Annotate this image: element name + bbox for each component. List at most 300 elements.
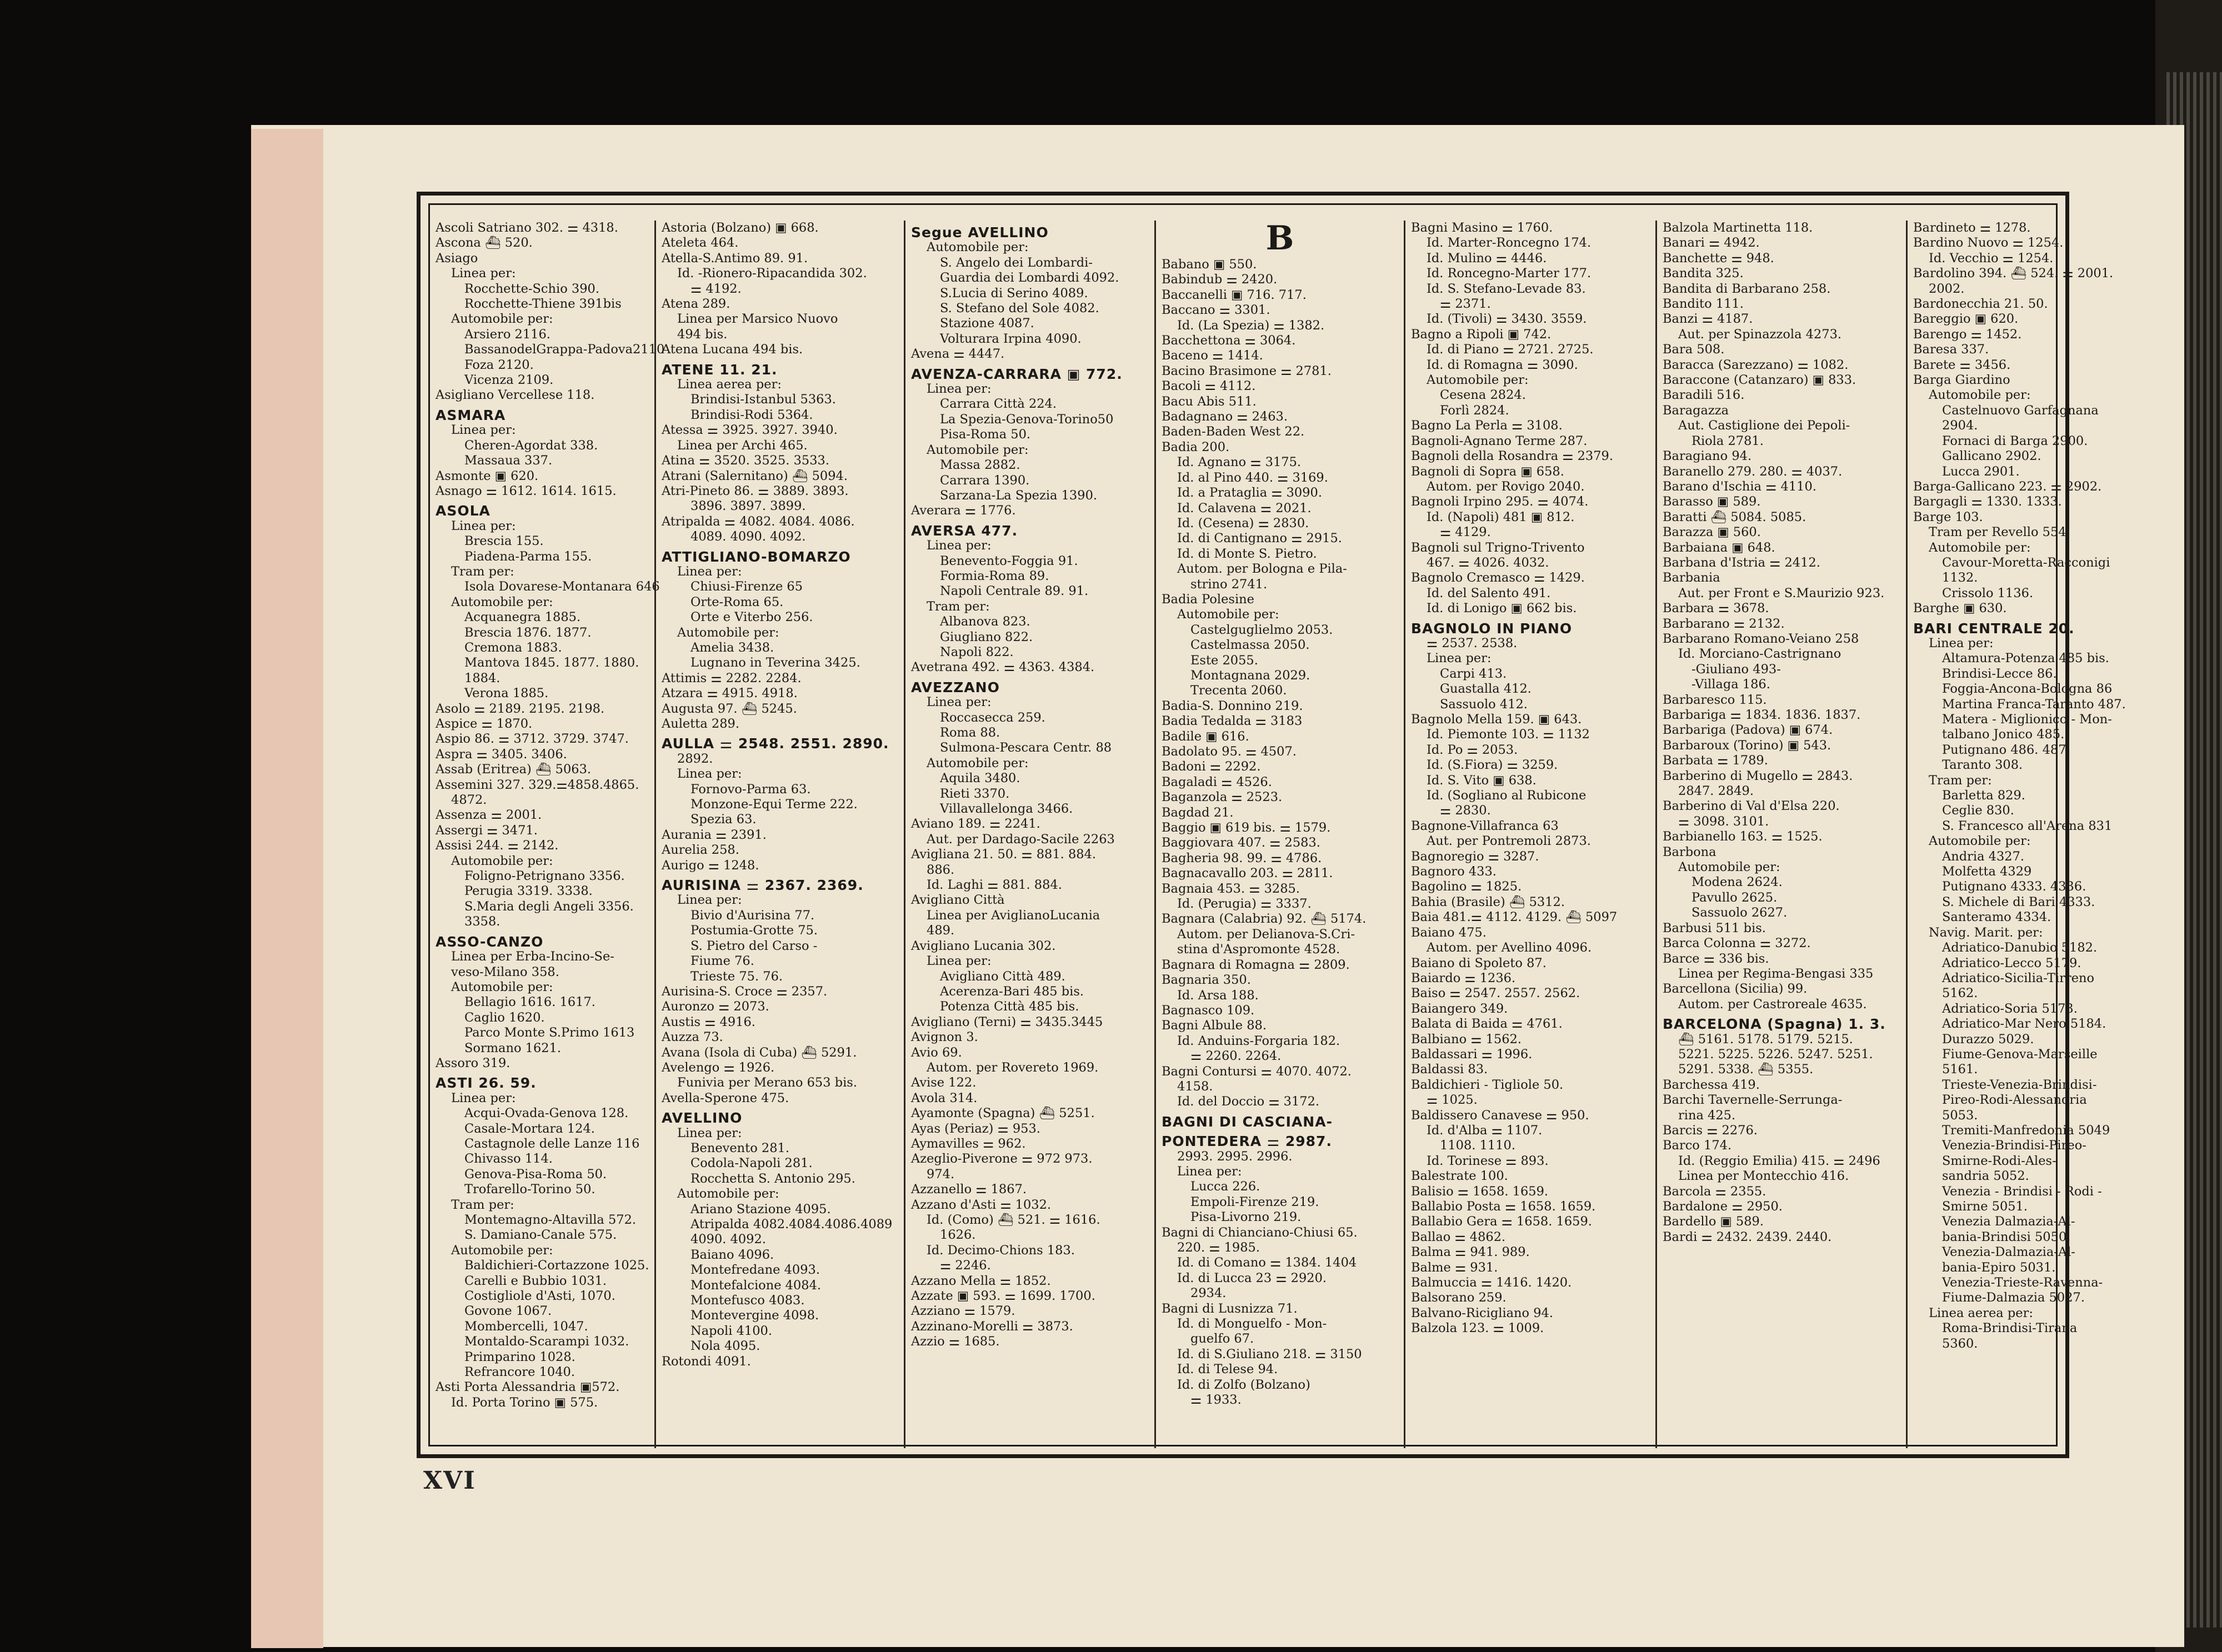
index-entry: Ceglie 830. bbox=[1942, 803, 2014, 818]
index-entry: 3896. 3897. 3899. bbox=[690, 499, 806, 514]
index-entry: Carelli e Bubbio 1031. bbox=[464, 1273, 607, 1288]
index-entry: Avola 314. bbox=[911, 1090, 978, 1105]
index-entry: strino 2741. bbox=[1190, 577, 1268, 592]
index-entry: Costigliole d'Asti, 1070. bbox=[464, 1289, 615, 1304]
index-entry: Verona 1885. bbox=[464, 686, 549, 701]
index-heading: BARI CENTRALE 20. bbox=[1913, 620, 2075, 637]
index-entry: 2847. 2849. bbox=[1678, 784, 1754, 799]
index-entry: Badia Tedalda ⚌ 3183 bbox=[1162, 714, 1303, 729]
index-heading: ASMARA bbox=[436, 407, 506, 423]
index-entry: Brescia 155. bbox=[464, 534, 544, 549]
index-column-6 bbox=[1655, 221, 1906, 1448]
index-entry: Id. (Tivoli) ⚌ 3430. 3559. bbox=[1427, 312, 1587, 327]
index-entry: Atina ⚌ 3520. 3525. 3533. bbox=[662, 453, 830, 468]
index-entry: Badia Polesine bbox=[1162, 592, 1254, 607]
index-entry: Id. (Sogliano al Rubicone bbox=[1427, 788, 1587, 803]
index-entry: Aut. Castiglione dei Pepoli- bbox=[1678, 418, 1850, 433]
index-entry: Averara ⚌ 1776. bbox=[911, 503, 1016, 518]
index-entry: S.Maria degli Angeli 3356. bbox=[464, 899, 634, 914]
index-entry: Avise 122. bbox=[911, 1075, 977, 1090]
index-entry: Ballabio Gera ⚌ 1658. 1659. bbox=[1411, 1214, 1592, 1229]
index-entry: Linea per: bbox=[677, 767, 742, 782]
index-entry: Barge 103. bbox=[1913, 509, 1983, 524]
index-entry: stina d'Aspromonte 4528. bbox=[1177, 942, 1340, 957]
index-entry: Pisa-Livorno 219. bbox=[1190, 1210, 1302, 1225]
index-entry: sandria 5052. bbox=[1942, 1169, 2029, 1184]
index-entry: Ayamonte (Spagna) ⛴ 5251. bbox=[911, 1106, 1095, 1121]
section-letter: B bbox=[1265, 219, 1294, 258]
index-entry: Ascona ⛴ 520. bbox=[436, 236, 533, 251]
index-entry: Baresa 337. bbox=[1913, 342, 1989, 357]
index-entry: 220. ⚌ 1985. bbox=[1177, 1240, 1260, 1255]
index-heading: AULLA ⚌ 2548. 2551. 2890. bbox=[662, 735, 889, 752]
index-entry: Id. (Napoli) 481 ▣ 812. bbox=[1427, 509, 1575, 524]
index-entry: Id. d'Alba ⚌ 1107. bbox=[1427, 1123, 1543, 1138]
index-entry: Barbaiana ▣ 648. bbox=[1663, 540, 1775, 555]
index-entry: Bagno La Perla ⚌ 3108. bbox=[1411, 418, 1563, 433]
index-entry: Villavallelonga 3466. bbox=[940, 802, 1073, 817]
index-entry: Automobile per: bbox=[451, 979, 553, 994]
index-entry: Spezia 63. bbox=[690, 812, 757, 827]
index-entry: 2904. bbox=[1942, 418, 1978, 433]
index-entry: Atri-Pineto 86. ⚌ 3889. 3893. bbox=[662, 483, 849, 498]
index-entry: Bagnoregio ⚌ 3287. bbox=[1411, 849, 1539, 864]
index-entry: Bagnasco 109. bbox=[1162, 1003, 1255, 1018]
index-entry: Benevento 281. bbox=[690, 1140, 790, 1155]
index-entry: Avigliana 21. 50. ⚌ 881. 884. bbox=[911, 847, 1097, 862]
index-heading: AVELLINO bbox=[662, 1110, 743, 1127]
index-entry: Barbariga (Padova) ▣ 674. bbox=[1663, 723, 1833, 738]
index-entry: Lucca 2901. bbox=[1942, 464, 2020, 479]
index-entry: Avigliano Lucania 302. bbox=[911, 938, 1056, 953]
index-entry: Baldassi 83. bbox=[1411, 1062, 1488, 1077]
index-entry: bania-Epiro 5031. bbox=[1942, 1260, 2056, 1275]
index-entry: Barca Colonna ⚌ 3272. bbox=[1663, 936, 1811, 951]
index-entry: Linea per: bbox=[677, 564, 742, 579]
index-entry: Bagnone-Villafranca 63 bbox=[1411, 818, 1559, 833]
index-entry: Asiago bbox=[436, 251, 478, 266]
index-entry: Bardi ⚌ 2432. 2439. 2440. bbox=[1663, 1229, 1832, 1244]
index-entry: Molfetta 4329 bbox=[1942, 864, 2032, 879]
index-entry: Id. di S.Giuliano 218. ⚌ 3150 bbox=[1177, 1346, 1362, 1361]
index-entry: 1626. bbox=[940, 1228, 976, 1243]
index-entry: Putignano 4333. 4336. bbox=[1942, 879, 2086, 894]
index-entry: Automobile per: bbox=[677, 1187, 779, 1202]
index-entry: 489. bbox=[927, 923, 955, 938]
index-entry: Venezia-Dalmazia-Al- bbox=[1942, 1245, 2075, 1260]
index-entry: Avelengo ⚌ 1926. bbox=[662, 1060, 775, 1075]
index-entry: Automobile per: bbox=[927, 442, 1029, 457]
index-entry: Sassuolo 2627. bbox=[1691, 905, 1788, 920]
index-entry: Banzi ⚌ 4187. bbox=[1663, 312, 1753, 327]
index-entry: ⚌ 2371. bbox=[1440, 297, 1491, 312]
index-column-4 bbox=[1154, 221, 1404, 1448]
index-entry: Baiangero 349. bbox=[1411, 1001, 1508, 1016]
index-entry: Assergi ⚌ 3471. bbox=[436, 823, 538, 838]
index-entry: Barletta 829. bbox=[1942, 788, 2025, 803]
index-entry: Martina Franca-Taranto 487. bbox=[1942, 697, 2126, 712]
index-entry: Id. di Lucca 23 ⚌ 2920. bbox=[1177, 1270, 1327, 1285]
index-entry: Baggiovara 407. ⚌ 2583. bbox=[1162, 835, 1320, 850]
index-entry: -Giuliano 493- bbox=[1691, 662, 1781, 677]
index-heading: ASSO-CANZO bbox=[436, 933, 544, 950]
index-heading: BAGNOLO IN PIANO bbox=[1411, 620, 1573, 637]
index-entry: Linea aerea per: bbox=[677, 377, 782, 392]
index-entry: Amelia 3438. bbox=[690, 640, 774, 655]
index-entry: Id. di Lonigo ▣ 662 bis. bbox=[1427, 601, 1577, 616]
index-entry: Durazzo 5029. bbox=[1942, 1032, 2034, 1047]
index-heading: BARCELONA (Spagna) 1. 3. bbox=[1663, 1016, 1886, 1033]
index-entry: Bagnoli di Sopra ▣ 658. bbox=[1411, 464, 1564, 479]
index-entry: Guardia dei Lombardi 4092. bbox=[940, 271, 1119, 286]
index-entry: Foligno-Petrignano 3356. bbox=[464, 869, 625, 884]
index-entry: Id. Arsa 188. bbox=[1177, 988, 1259, 1003]
index-entry: Aut. per Dardago-Sacile 2263 bbox=[927, 832, 1115, 847]
index-entry: Automobile per: bbox=[927, 755, 1029, 770]
index-entry: S. Stefano del Sole 4082. bbox=[940, 301, 1099, 316]
index-entry: 2934. bbox=[1190, 1286, 1227, 1301]
index-entry: Acquanegra 1885. bbox=[464, 610, 581, 625]
index-entry: Barga-Gallicano 223. ⚌ 2902. bbox=[1913, 479, 2102, 494]
index-entry: Id. Marter-Roncegno 174. bbox=[1427, 236, 1592, 251]
index-entry: Barasso ▣ 589. bbox=[1663, 494, 1761, 509]
index-entry: Balbiano ⚌ 1562. bbox=[1411, 1032, 1522, 1047]
index-entry: Id. di Cantignano ⚌ 2915. bbox=[1177, 531, 1342, 546]
index-entry: Baccanelli ▣ 716. 717. bbox=[1162, 287, 1307, 302]
index-entry: Aurisina-S. Croce ⚌ 2357. bbox=[662, 984, 828, 999]
index-entry: ⛴ 5161. 5178. 5179. 5215. bbox=[1678, 1032, 1853, 1047]
index-entry: Astoria (Bolzano) ▣ 668. bbox=[662, 221, 819, 235]
index-entry: 1132. bbox=[1942, 570, 1978, 585]
index-entry: Baiano 4096. bbox=[690, 1247, 774, 1262]
index-entry: Montefredane 4093. bbox=[690, 1263, 820, 1278]
index-entry: guelfo 67. bbox=[1190, 1331, 1254, 1346]
index-entry: Barbana d'Istria ⚌ 2412. bbox=[1663, 555, 1820, 570]
index-entry: Asti Porta Alessandria ▣572. bbox=[436, 1380, 620, 1395]
index-entry: Montagnana 2029. bbox=[1190, 668, 1310, 683]
index-entry: Lucca 226. bbox=[1190, 1179, 1260, 1194]
index-entry: Barbianello 163. ⚌ 1525. bbox=[1663, 829, 1823, 844]
index-entry: Id. del Doccio ⚌ 3172. bbox=[1177, 1094, 1320, 1109]
index-entry: Avigliano (Terni) ⚌ 3435.3445 bbox=[911, 1014, 1103, 1029]
index-entry: Albanova 823. bbox=[940, 614, 1030, 629]
index-entry: Mantova 1845. 1877. 1880. bbox=[464, 655, 639, 670]
index-entry: Aymavilles ⚌ 962. bbox=[911, 1136, 1026, 1151]
index-entry: Benevento-Foggia 91. bbox=[940, 553, 1078, 568]
index-entry: 5291. 5338. ⛴ 5355. bbox=[1678, 1062, 1814, 1077]
index-entry: Barcellona (Sicilia) 99. bbox=[1663, 982, 1808, 997]
index-entry: Rocchette-Thiene 391bis bbox=[464, 297, 622, 312]
index-entry: Cheren-Agordat 338. bbox=[464, 438, 598, 453]
index-entry: Linea per Regima-Bengasi 335 bbox=[1678, 966, 1874, 981]
index-entry: Id. (La Spezia) ⚌ 1382. bbox=[1177, 318, 1325, 333]
index-entry: Pisa-Roma 50. bbox=[940, 427, 1031, 442]
index-entry: Barga Giardino bbox=[1913, 373, 2010, 388]
index-entry: Ballao ⚌ 4862. bbox=[1411, 1229, 1506, 1244]
index-entry: Babindub ⚌ 2420. bbox=[1162, 272, 1278, 287]
index-entry: Tram per: bbox=[451, 564, 514, 579]
index-entry: Roma-Brindisi-Tirana bbox=[1942, 1321, 2078, 1336]
page-number: XVI bbox=[423, 1466, 476, 1495]
index-entry: Bagnolo Mella 159. ▣ 643. bbox=[1411, 712, 1582, 727]
index-entry: Orte-Roma 65. bbox=[690, 594, 784, 609]
index-entry: Ariano Stazione 4095. bbox=[690, 1202, 831, 1217]
index-entry: Riola 2781. bbox=[1691, 433, 1764, 448]
index-entry: Venezia-Trieste-Ravenna- bbox=[1942, 1275, 2103, 1290]
index-entry: Fornovo-Parma 63. bbox=[690, 782, 811, 797]
index-entry: Automobile per: bbox=[1929, 388, 2031, 403]
index-entry: Id. al Pino 440. ⚌ 3169. bbox=[1177, 470, 1328, 485]
index-entry: Aurelia 258. bbox=[662, 843, 739, 858]
index-entry: Barberino di Mugello ⚌ 2843. bbox=[1663, 768, 1853, 783]
index-entry: Bagnoli della Rosandra ⚌ 2379. bbox=[1411, 449, 1614, 464]
index-entry: Babano ▣ 550. bbox=[1162, 257, 1257, 272]
index-column-7 bbox=[1906, 221, 2126, 1448]
index-entry: Codola-Napoli 281. bbox=[690, 1156, 813, 1171]
index-entry: Trieste 75. 76. bbox=[690, 969, 783, 984]
index-entry: Linea per: bbox=[451, 1090, 516, 1105]
index-entry: Adriatico-Danubio 5182. bbox=[1942, 940, 2098, 955]
index-entry: Barce ⚌ 336 bis. bbox=[1663, 951, 1769, 966]
index-entry: Id. di Monguelfo - Mon- bbox=[1177, 1316, 1327, 1331]
index-entry: Linea per: bbox=[927, 538, 992, 553]
index-entry: Avana (Isola di Cuba) ⛴ 5291. bbox=[662, 1045, 857, 1060]
index-entry: Bardino Nuovo ⚌ 1254. bbox=[1913, 236, 2064, 251]
index-entry: Id. di Zolfo (Bolzano) bbox=[1177, 1377, 1310, 1392]
index-entry: Montefalcione 4084. bbox=[690, 1278, 822, 1293]
index-entry: Isola Dovarese-Montanara 646 bbox=[464, 579, 660, 594]
index-entry: Azziano ⚌ 1579. bbox=[911, 1304, 1015, 1319]
index-entry: Rocchetta S. Antonio 295. bbox=[690, 1171, 855, 1186]
index-entry: Assoro 319. bbox=[436, 1055, 511, 1070]
index-heading: ASOLA bbox=[436, 503, 491, 519]
index-entry: BassanodelGrappa-Padova2110 bbox=[464, 342, 665, 357]
index-entry: Este 2055. bbox=[1190, 653, 1258, 668]
index-entry: Bagnolo Cremasco ⚌ 1429. bbox=[1411, 570, 1585, 585]
index-entry: Automobile per: bbox=[451, 1243, 553, 1258]
index-entry: Id. Vecchio ⚌ 1254. bbox=[1929, 251, 2054, 266]
index-entry: Carrara Città 224. bbox=[940, 397, 1057, 412]
index-entry: Linea per Marsico Nuovo bbox=[677, 312, 838, 327]
index-entry: Id. Mulino ⚌ 4446. bbox=[1427, 251, 1547, 266]
index-entry: Barete ⚌ 3456. bbox=[1913, 357, 2011, 372]
index-entry: Formia-Roma 89. bbox=[940, 568, 1049, 583]
index-entry: Id. Porta Torino ▣ 575. bbox=[451, 1395, 598, 1410]
index-entry: 4090. 4092. bbox=[690, 1232, 766, 1247]
index-entry: Bagni Contursi ⚌ 4070. 4072. bbox=[1162, 1064, 1352, 1079]
index-entry: Tram per: bbox=[927, 599, 990, 614]
index-entry: Roma 88. bbox=[940, 725, 1000, 740]
index-entry: Barazza ▣ 560. bbox=[1663, 525, 1761, 540]
index-entry: Carpi 413. bbox=[1440, 666, 1507, 681]
index-entry: Barbania bbox=[1663, 570, 1720, 585]
index-entry: Balme ⚌ 931. bbox=[1411, 1260, 1498, 1275]
index-entry: Id. (S.Fiora) ⚌ 3259. bbox=[1427, 758, 1558, 773]
index-entry: veso-Milano 358. bbox=[451, 964, 559, 979]
index-entry: Massaua 337. bbox=[464, 453, 553, 468]
index-entry: Orte e Viterbo 256. bbox=[690, 610, 813, 625]
index-heading: BAGNI DI CASCIANA- bbox=[1162, 1113, 1333, 1130]
index-entry: Auronzo ⚌ 2073. bbox=[662, 999, 769, 1014]
index-entry: Baiano di Spoleto 87. bbox=[1411, 955, 1547, 970]
index-entry: ⚌ 2830. bbox=[1440, 803, 1491, 818]
index-entry: Id. di Piano ⚌ 2721. 2725. bbox=[1427, 342, 1594, 357]
index-entry: Barco 174. bbox=[1663, 1138, 1732, 1153]
index-entry: Tram per Revello 554. bbox=[1929, 525, 2070, 540]
index-entry: Bagnoli sul Trigno-Trivento bbox=[1411, 540, 1585, 555]
index-entry: Linea per AviglianoLucania bbox=[927, 908, 1100, 923]
index-entry: Ayas (Periaz) ⚌ 953. bbox=[911, 1121, 1040, 1136]
index-entry: Foza 2120. bbox=[464, 357, 534, 372]
index-entry: Roccasecca 259. bbox=[940, 710, 1045, 725]
index-entry: Volturara Irpina 4090. bbox=[940, 331, 1082, 346]
index-entry: Venezia Dalmazia-Al- bbox=[1942, 1214, 2075, 1229]
index-entry: Baggio ▣ 619 bis. ⚌ 1579. bbox=[1162, 820, 1331, 835]
index-entry: Nola 4095. bbox=[690, 1339, 760, 1354]
index-entry: Bandita di Barbarano 258. bbox=[1663, 281, 1831, 296]
index-entry: S. Michele di Bari 4333. bbox=[1942, 894, 2095, 909]
index-entry: Barberino di Val d'Elsa 220. bbox=[1663, 799, 1840, 814]
index-entry: Bagdad 21. bbox=[1162, 805, 1234, 820]
index-entry: 2892. bbox=[677, 751, 713, 766]
index-entry: Azeglio-Piverone ⚌ 972 973. bbox=[911, 1152, 1093, 1167]
index-entry: 5053. bbox=[1942, 1108, 1978, 1123]
index-entry: Foggia-Ancona-Bologna 86 bbox=[1942, 682, 2113, 697]
index-entry: Mombercelli, 1047. bbox=[464, 1319, 588, 1334]
index-entry: Id. S. Stefano-Levade 83. bbox=[1427, 281, 1586, 296]
index-entry: Baldassari ⚌ 1996. bbox=[1411, 1047, 1533, 1062]
index-entry: Automobile per: bbox=[451, 594, 553, 609]
index-entry: Automobile per: bbox=[1929, 834, 2031, 849]
index-entry: Potenza Città 485 bis. bbox=[940, 999, 1079, 1014]
index-entry: Bagnoro 433. bbox=[1411, 864, 1497, 879]
index-entry: Linea per: bbox=[677, 1125, 742, 1140]
index-entry: Bardineto ⚌ 1278. bbox=[1913, 221, 2031, 235]
index-entry: Trecenta 2060. bbox=[1190, 683, 1287, 698]
index-entry: Tram per: bbox=[451, 1197, 514, 1212]
index-entry: 974. bbox=[927, 1167, 955, 1182]
index-entry: Rieti 3370. bbox=[940, 786, 1010, 801]
index-entry: Autom. per Avellino 4096. bbox=[1427, 940, 1592, 955]
index-entry: Id. Morciano-Castrignano bbox=[1678, 647, 1841, 662]
index-entry: Azzate ▣ 593. ⚌ 1699. 1700. bbox=[911, 1289, 1095, 1304]
index-entry: Baiano 475. bbox=[1411, 925, 1487, 940]
index-entry: 2002. bbox=[1929, 281, 1965, 296]
index-entry: Barbata ⚌ 1789. bbox=[1663, 753, 1768, 768]
index-entry: Azzinano-Morelli ⚌ 3873. bbox=[911, 1319, 1073, 1334]
index-entry: Baganzola ⚌ 2523. bbox=[1162, 790, 1283, 805]
index-entry: Badolato 95. ⚌ 4507. bbox=[1162, 744, 1297, 759]
index-entry: Autom. per Bologna e Pila- bbox=[1177, 562, 1347, 577]
index-entry: Baden-Baden West 22. bbox=[1162, 424, 1305, 439]
index-entry: Aut. per Spinazzola 4273. bbox=[1678, 327, 1842, 342]
index-entry: Balata di Baida ⚌ 4761. bbox=[1411, 1017, 1563, 1032]
index-entry: 5360. bbox=[1942, 1336, 1978, 1351]
index-entry: Badile ▣ 616. bbox=[1162, 729, 1249, 744]
index-entry: Sarzana-La Spezia 1390. bbox=[940, 488, 1098, 503]
index-entry: Automobile per: bbox=[451, 312, 553, 327]
index-entry: Carrara 1390. bbox=[940, 473, 1030, 488]
index-entry: Bagnara (Calabria) 92. ⛴ 5174. bbox=[1162, 912, 1367, 927]
index-entry: Id. di Romagna ⚌ 3090. bbox=[1427, 357, 1578, 372]
index-entry: Cavour-Moretta-Racconigi bbox=[1942, 555, 2110, 570]
index-entry: Baragazza bbox=[1663, 403, 1729, 418]
index-entry: Giugliano 822. bbox=[940, 629, 1033, 644]
index-entry: Aut. per Pontremoli 2873. bbox=[1427, 834, 1591, 849]
index-entry: Id. -Rionero-Ripacandida 302. bbox=[677, 266, 867, 281]
index-entry: Autom. per Rovigo 2040. bbox=[1427, 479, 1585, 494]
index-entry: Bagni Masino ⚌ 1760. bbox=[1411, 221, 1553, 235]
index-entry: Barbarano ⚌ 2132. bbox=[1663, 616, 1785, 631]
index-entry: Perugia 3319. 3338. bbox=[464, 884, 593, 899]
index-entry: Balvano-Ricigliano 94. bbox=[1411, 1305, 1554, 1320]
index-entry: Ascoli Satriano 302. ⚌ 4318. bbox=[436, 221, 618, 235]
index-entry: Baradili 516. bbox=[1663, 388, 1745, 403]
index-entry: Bandita 325. bbox=[1663, 266, 1744, 281]
index-entry: Id. (Como) ⛴ 521. ⚌ 1616. bbox=[927, 1213, 1100, 1227]
index-entry: 467. ⚌ 4026. 4032. bbox=[1427, 555, 1549, 570]
index-entry: Trieste-Venezia-Brindisi- bbox=[1942, 1077, 2097, 1092]
index-entry: Avigliano Città 489. bbox=[940, 969, 1065, 984]
index-entry: S. Angelo dei Lombardi- bbox=[940, 255, 1093, 270]
index-entry: Baldichieri-Cortazzone 1025. bbox=[464, 1258, 649, 1273]
index-entry: Chiusi-Firenze 65 bbox=[690, 579, 803, 594]
index-entry: Ballabio Posta ⚌ 1658. 1659. bbox=[1411, 1199, 1596, 1214]
index-entry: Avetrana 492. ⚌ 4363. 4384. bbox=[911, 660, 1095, 675]
index-entry: Aspio 86. ⚌ 3712. 3729. 3747. bbox=[436, 732, 629, 747]
index-entry: 5161. bbox=[1942, 1062, 1978, 1077]
index-entry: Linea per Erba-Incino-Se- bbox=[451, 949, 614, 964]
index-entry: Linea per: bbox=[677, 893, 742, 908]
index-heading: AVENZA-CARRARA ▣ 772. bbox=[911, 366, 1123, 382]
index-entry: Baracca (Sarezzano) ⚌ 1082. bbox=[1663, 357, 1849, 372]
index-entry: Crissolo 1136. bbox=[1942, 585, 2034, 600]
index-entry: Id. Agnano ⚌ 3175. bbox=[1177, 455, 1302, 470]
index-entry: Asolo ⚌ 2189. 2195. 2198. bbox=[436, 701, 605, 716]
index-entry: Bardonecchia 21. 50. bbox=[1913, 297, 2048, 312]
index-entry: Avignon 3. bbox=[911, 1030, 978, 1045]
index-heading: ATTIGLIANO-BOMARZO bbox=[662, 548, 851, 565]
index-entry: Id. di Comano ⚌ 1384. 1404 bbox=[1177, 1255, 1357, 1270]
index-entry: Automobile per: bbox=[451, 853, 553, 868]
index-entry: Bacu Abis 511. bbox=[1162, 394, 1257, 409]
index-frame bbox=[417, 192, 2126, 1458]
index-entry: Castelnuovo Garfagnana bbox=[1942, 403, 2099, 418]
index-entry: Banari ⚌ 4942. bbox=[1663, 236, 1760, 251]
index-entry: Smirne 5051. bbox=[1942, 1199, 2028, 1214]
index-entry: ⚌ 2246. bbox=[940, 1258, 991, 1273]
index-entry: Stazione 4087. bbox=[940, 316, 1034, 331]
index-entry: Casale-Mortara 124. bbox=[464, 1121, 595, 1136]
index-entry: Baranello 279. 280. ⚌ 4037. bbox=[1663, 464, 1843, 479]
index-entry: Tremiti-Manfredonia 5049 bbox=[1942, 1123, 2110, 1138]
index-entry: 1884. bbox=[464, 670, 501, 685]
index-entry: Id. (Perugia) ⚌ 3337. bbox=[1177, 897, 1312, 912]
index-entry: Bardello ▣ 589. bbox=[1663, 1214, 1764, 1229]
index-entry: Avella-Sperone 475. bbox=[662, 1090, 789, 1105]
index-entry: Venezia - Brindisi - Rodi - bbox=[1942, 1184, 2102, 1199]
index-entry: -Villaga 186. bbox=[1691, 677, 1770, 692]
index-entry: Montevergine 4098. bbox=[690, 1308, 819, 1323]
index-entry: Altamura-Potenza 485 bis. bbox=[1942, 651, 2109, 666]
index-entry: Fiume-Genova-Marseille bbox=[1942, 1047, 2098, 1062]
index-entry: Cesena 2824. bbox=[1440, 388, 1526, 403]
index-entry: Auzza 73. bbox=[662, 1030, 723, 1045]
index-entry: Cremona 1883. bbox=[464, 640, 562, 655]
index-entry: Balisio ⚌ 1658. 1659. bbox=[1411, 1184, 1549, 1199]
index-entry: Baiso ⚌ 2547. 2557. 2562. bbox=[1411, 986, 1580, 1001]
index-entry: Barghe ▣ 630. bbox=[1913, 601, 2007, 616]
